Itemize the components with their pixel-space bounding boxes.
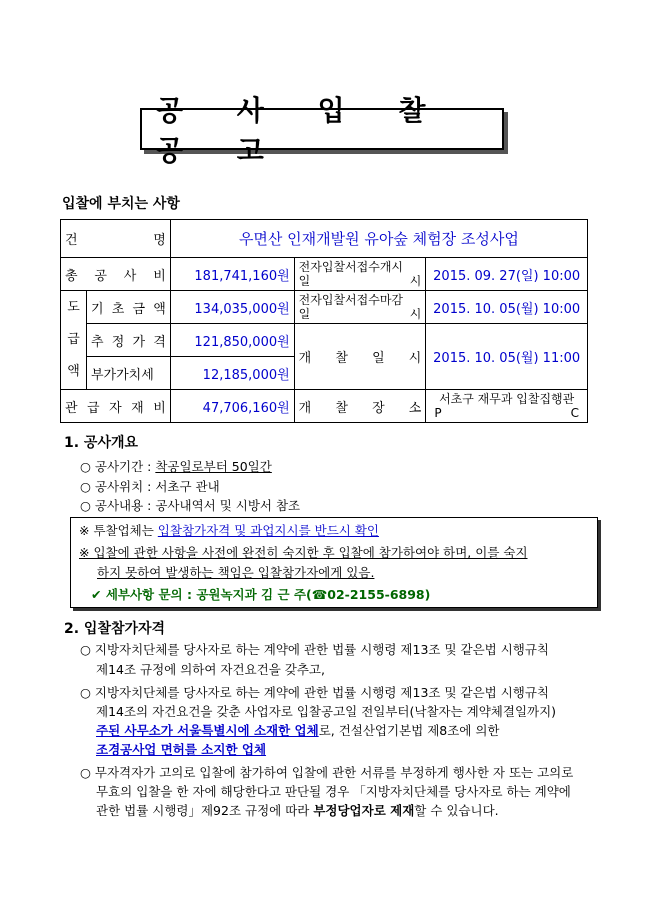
sec2-p2-emphasis1: 주된 사무소가 서울특별시에 소재한 업체 xyxy=(96,723,319,738)
start-label-line1: 전자입찰서접수개시 xyxy=(298,260,404,274)
place-value-p: P xyxy=(434,406,442,420)
material-cost-value: 47,706,160원 xyxy=(170,390,294,423)
place-value xyxy=(426,390,588,423)
page-title: 공 사 입 찰 공 고 xyxy=(140,108,504,150)
sec2-p2-line3 xyxy=(96,722,500,740)
sec1-item-text: 착공일로부터 50일간 xyxy=(155,459,272,474)
place-label: 개 찰 장 소 xyxy=(294,390,426,423)
sec2-p3-emphasis: 부정당업자로 제재 xyxy=(313,803,415,818)
end-label-line2: 일 시 xyxy=(298,307,422,321)
project-name: 우면산 인재개발원 유아숲 체험장 조성사업 xyxy=(170,220,587,258)
vat-value: 12,185,000원 xyxy=(170,357,294,390)
sec2-p1-line1: ○ 지방자치단체를 당사자로 하는 계약에 관한 법률 시행령 제13조 및 같은법 시행규칙 xyxy=(80,642,549,657)
notice-box xyxy=(70,517,598,608)
sec1-item-text: 공사내역서 및 시방서 참조 xyxy=(155,498,301,513)
dogeup-label xyxy=(61,291,87,390)
sec2-p3-line1: ○ 무자격자가 고의로 입찰에 참가하여 입찰에 관한 서류를 부정하게 행사한 자 또는 고의로 xyxy=(80,765,574,780)
sec1-item-prefix: ○ 공사위치 : xyxy=(80,479,156,494)
end-label xyxy=(294,291,426,324)
name-label: 건 명 xyxy=(61,220,171,258)
place-value-line1: 서초구 재무과 입찰집행관 xyxy=(439,392,575,406)
sec2-p2-line1: ○ 지방자치단체를 당사자로 하는 계약에 관한 법률 시행령 제13조 및 같은법 시행규칙 xyxy=(80,685,549,700)
base-amount-value: 134,035,000원 xyxy=(170,291,294,324)
est-price-value: 121,850,000원 xyxy=(170,324,294,357)
end-label-line1: 전자입찰서접수마감 xyxy=(298,293,404,307)
est-price-label: 추 정 가 격 xyxy=(86,324,170,357)
sec1-item-content xyxy=(80,497,300,515)
sec2-p2-line3-rest: 로, 건설산업기본법 제8조에 의한 xyxy=(318,723,500,738)
material-cost-label: 관 급 자 재 비 xyxy=(61,390,171,423)
total-cost-label: 총 공 사 비 xyxy=(61,258,171,291)
section2-heading: 2. 입찰참가자격 xyxy=(64,621,166,637)
sec1-item-prefix: ○ 공사기간 : xyxy=(80,459,156,474)
notice-line1-emphasis: 입찰참가자격 및 과업지시를 반드시 확인 xyxy=(157,523,379,538)
notice-line3: 하지 못하여 발생하는 책임은 입찰참가자에게 있음. xyxy=(97,565,375,580)
sec2-p1-line2: 제14조 규정에 의하여 자건요건을 갖추고, xyxy=(96,662,325,677)
sec2-p2-emphasis2: 조경공사업 면허를 소지한 업체 xyxy=(96,742,267,757)
notice-contact: ✔ 세부사항 문의 : 공원녹지과 김 근 주(☎02-2155-6898) xyxy=(91,587,431,602)
sec2-p3-line3-a: 관한 법률 시행령」제92조 규정에 따라 xyxy=(96,803,314,818)
vat-label: 부가가치세 xyxy=(86,357,170,390)
sec1-item-period xyxy=(80,458,272,476)
notice-line1 xyxy=(79,522,379,540)
notice-line1-prefix: ※ 투찰업체는 xyxy=(79,523,158,538)
dogeup-char-1: 도 xyxy=(67,300,80,315)
sec2-p2-line2: 제14조의 자건요건을 갖춘 사업자로 입찰공고일 전일부터(낙찰자는 계약체결일까지) xyxy=(96,704,557,719)
dogeup-char-2: 급 xyxy=(67,332,80,347)
total-cost-value: 181,741,160원 xyxy=(170,258,294,291)
base-amount-label: 기 초 금 액 xyxy=(86,291,170,324)
bid-info-table xyxy=(60,219,588,423)
section-label: 입찰에 부치는 사항 xyxy=(62,196,180,212)
place-value-c: C xyxy=(570,406,579,420)
start-label xyxy=(294,258,426,291)
section1-heading: 1. 공사개요 xyxy=(64,435,139,451)
sec2-p3-line3-c: 할 수 있습니다. xyxy=(414,803,499,818)
dogeup-char-3: 액 xyxy=(67,364,80,379)
sec2-p2-line4 xyxy=(96,741,266,759)
sec2-p3-line3 xyxy=(96,802,499,820)
sec1-item-location xyxy=(80,478,220,496)
notice-line2: ※ 입찰에 관한 사항을 사전에 완전히 숙지한 후 입찰에 참가하여야 하며, 이를 숙지 xyxy=(79,545,528,560)
sec2-p3-line2: 무효의 입찰을 한 자에 해당한다고 판단될 경우 「지방자치단체를 당사자로 하는 계약에 xyxy=(96,784,571,799)
sec1-item-prefix: ○ 공사내용 : xyxy=(80,498,156,513)
sec1-item-text: 서초구 관내 xyxy=(155,479,220,494)
open-label: 개 찰 일 시 xyxy=(294,324,426,390)
open-value: 2015. 10. 05(월) 11:00 xyxy=(426,324,588,390)
place-value-line2 xyxy=(430,406,583,420)
start-label-line2: 일 시 xyxy=(298,274,422,288)
end-value: 2015. 10. 05(월) 10:00 xyxy=(426,291,588,324)
start-value: 2015. 09. 27(일) 10:00 xyxy=(426,258,588,291)
